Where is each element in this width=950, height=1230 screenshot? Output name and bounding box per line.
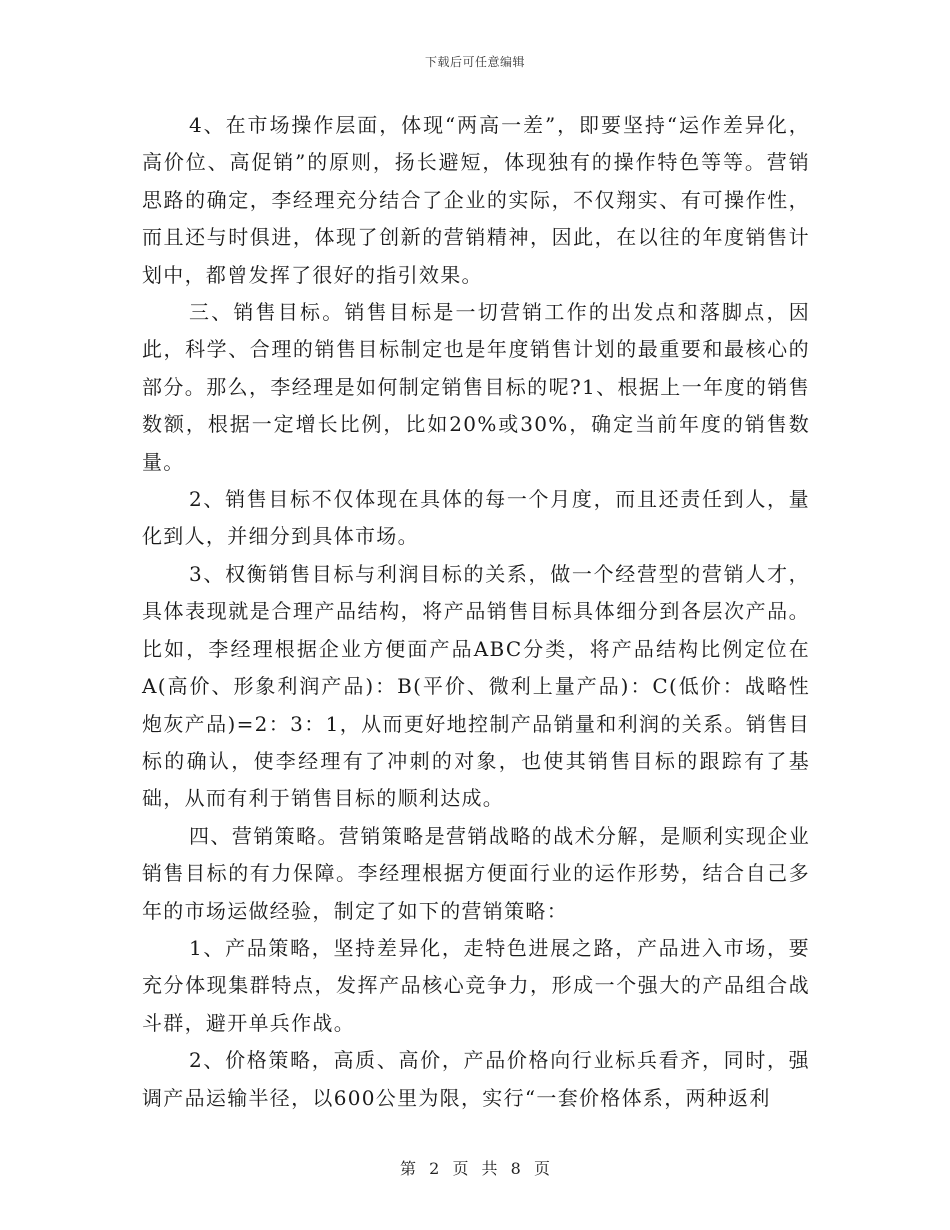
footer-suffix: 页: [533, 1159, 550, 1178]
paragraph-target-breakdown: 2、销售目标不仅体现在具体的每一个月度，而且还责任到人，量化到人，并细分到具体市场。: [142, 487, 810, 549]
paragraph-target-profit-balance: 3、权衡销售目标与利润目标的关系，做一个经营型的营销人才，具体表现就是合理产品结构，将产品销售目标具体细分到各层次产品。比如，李经理根据企业方便面产品ABC分类，将产品结构比例定位在A(高价、形象利润产品)：B(平价、微利上量产品)：C(低价：战略性炮灰产品)=2：3：1，从而更好地控制产品销量和利润的关系。销售目标的确认，使李经理有了冲刺的对象，也使其销售目标的跟踪有了基础，从而有利于销售目标的顺利达成。: [142, 561, 810, 811]
document-body: [142, 107, 810, 1117]
footer-prefix: 第: [400, 1159, 417, 1178]
paragraph-product-strategy: 1、产品策略，坚持差异化，走特色进展之路，产品进入市场，要充分体现集群特点，发挥产品核心竞争力，形成一个强大的产品组合战斗群，避开单兵作战。: [142, 935, 810, 1035]
paragraph-sales-target: 三、销售目标。销售目标是一切营销工作的出发点和落脚点，因此，科学、合理的销售目标制定也是年度销售计划的最重要和最核心的部分。那么，李经理是如何制定销售目标的呢?1、根据上一年度的销售数额，根据一定增长比例，比如20%或30%，确定当前年度的销售数量。: [142, 300, 810, 474]
page-header-note: 下载后可任意编辑: [424, 55, 525, 69]
page-footer: [0, 1156, 950, 1179]
paragraph-price-strategy: 2、价格策略，高质、高价，产品价格向行业标兵看齐，同时，强调产品运输半径，以600公里为限，实行“一套价格体系，两种返利: [142, 1048, 810, 1110]
footer-total-prefix: 共: [481, 1159, 498, 1178]
footer-total-pages: 8: [510, 1159, 521, 1178]
footer-page-unit: 页: [452, 1159, 469, 1178]
paragraph-market-operation: 4、在市场操作层面，体现“两高一差”，即要坚持“运作差异化，高价位、高促销”的原则，扬长避短，体现独有的操作特色等等。营销思路的确定，李经理充分结合了企业的实际，不仅翔实、有可操作性，而且还与时俱进，体现了创新的营销精神，因此，在以往的年度销售计划中，都曾发挥了很好的指引效果。: [142, 113, 810, 287]
paragraph-marketing-strategy: 四、营销策略。营销策略是营销战略的战术分解，是顺利实现企业销售目标的有力保障。李经理根据方便面行业的运作形势，结合自己多年的市场运做经验，制定了如下的营销策略：: [142, 823, 810, 923]
footer-current-page: 2: [429, 1159, 440, 1178]
